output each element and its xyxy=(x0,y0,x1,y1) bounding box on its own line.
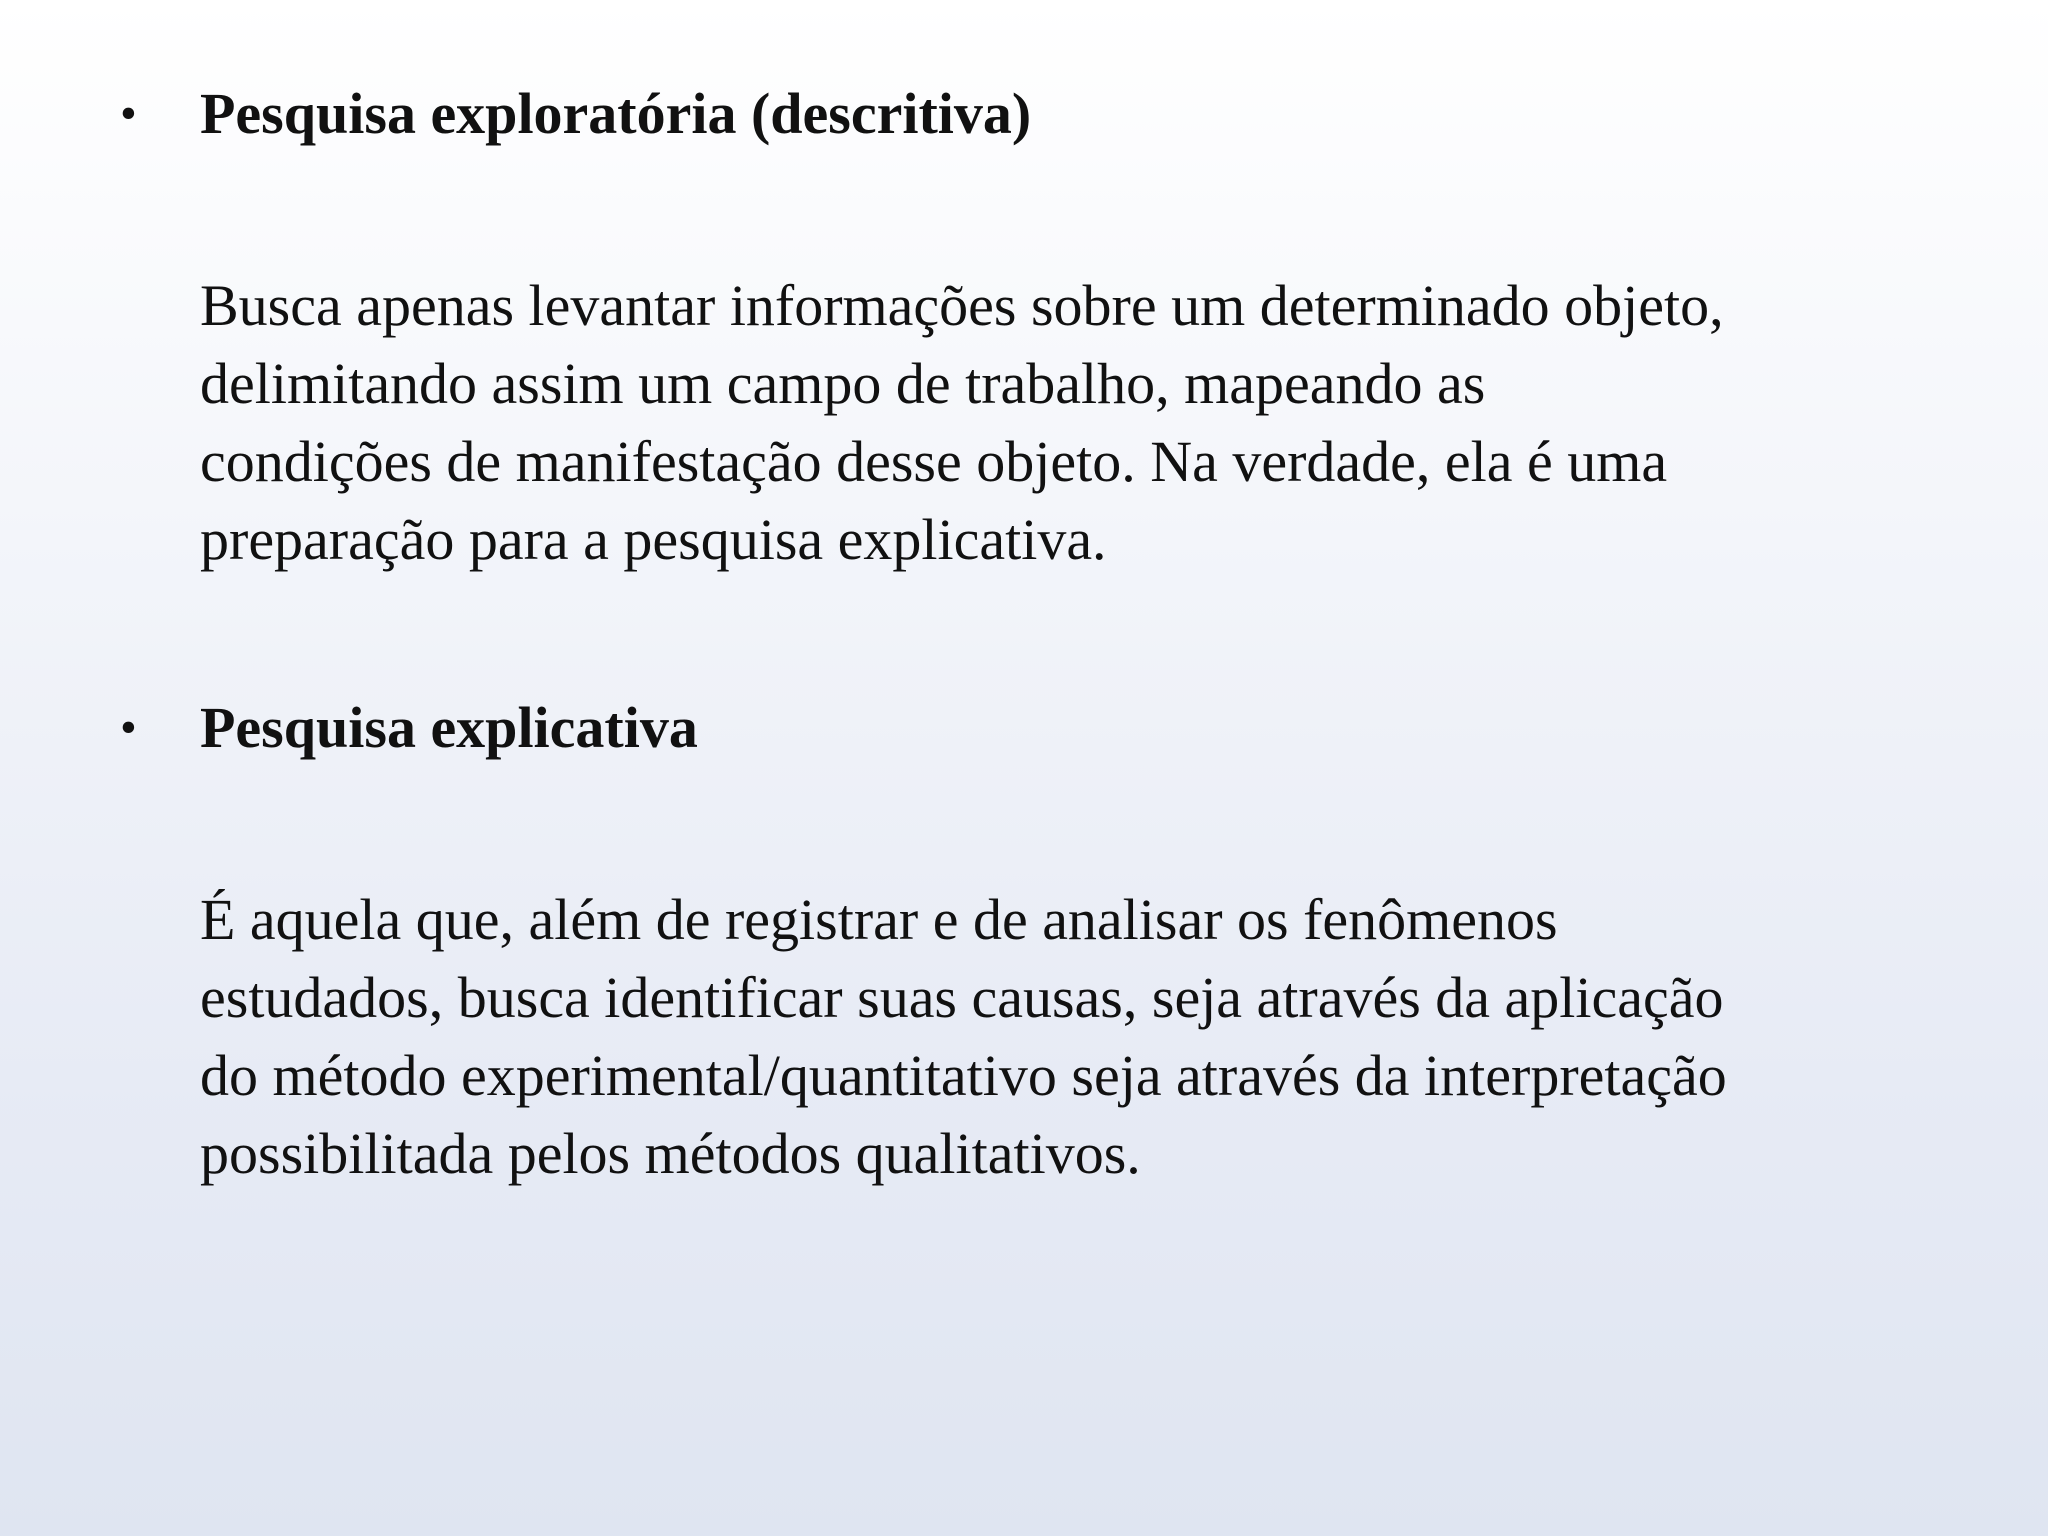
paragraph-line: do método experimental/quantitativo seja através da interpretação xyxy=(200,1043,1727,1108)
paragraph-line: preparação para a pesquisa explicativa. xyxy=(200,507,1107,572)
paragraph-line: Busca apenas levantar informações sobre um determinado objeto, xyxy=(200,273,1724,338)
bullet-icon: • xyxy=(120,701,137,754)
section-paragraph xyxy=(200,881,1960,1193)
section-heading: Pesquisa exploratória (descritiva) xyxy=(200,81,1032,146)
paragraph-line: condições de manifestação desse objeto. Na verdade, ela é uma xyxy=(200,429,1668,494)
bullet-icon: • xyxy=(120,87,137,140)
paragraph-line: É aquela que, além de registrar e de analisar os fenômenos xyxy=(200,887,1558,952)
section-heading: Pesquisa explicativa xyxy=(200,695,698,760)
section-paragraph xyxy=(200,267,1960,579)
paragraph-line: possibilitada pelos métodos qualitativos. xyxy=(200,1121,1141,1186)
paragraph-line: estudados, busca identificar suas causas, seja através da aplicação xyxy=(200,965,1724,1030)
paragraph-line: delimitando assim um campo de trabalho, mapeando as xyxy=(200,351,1486,416)
